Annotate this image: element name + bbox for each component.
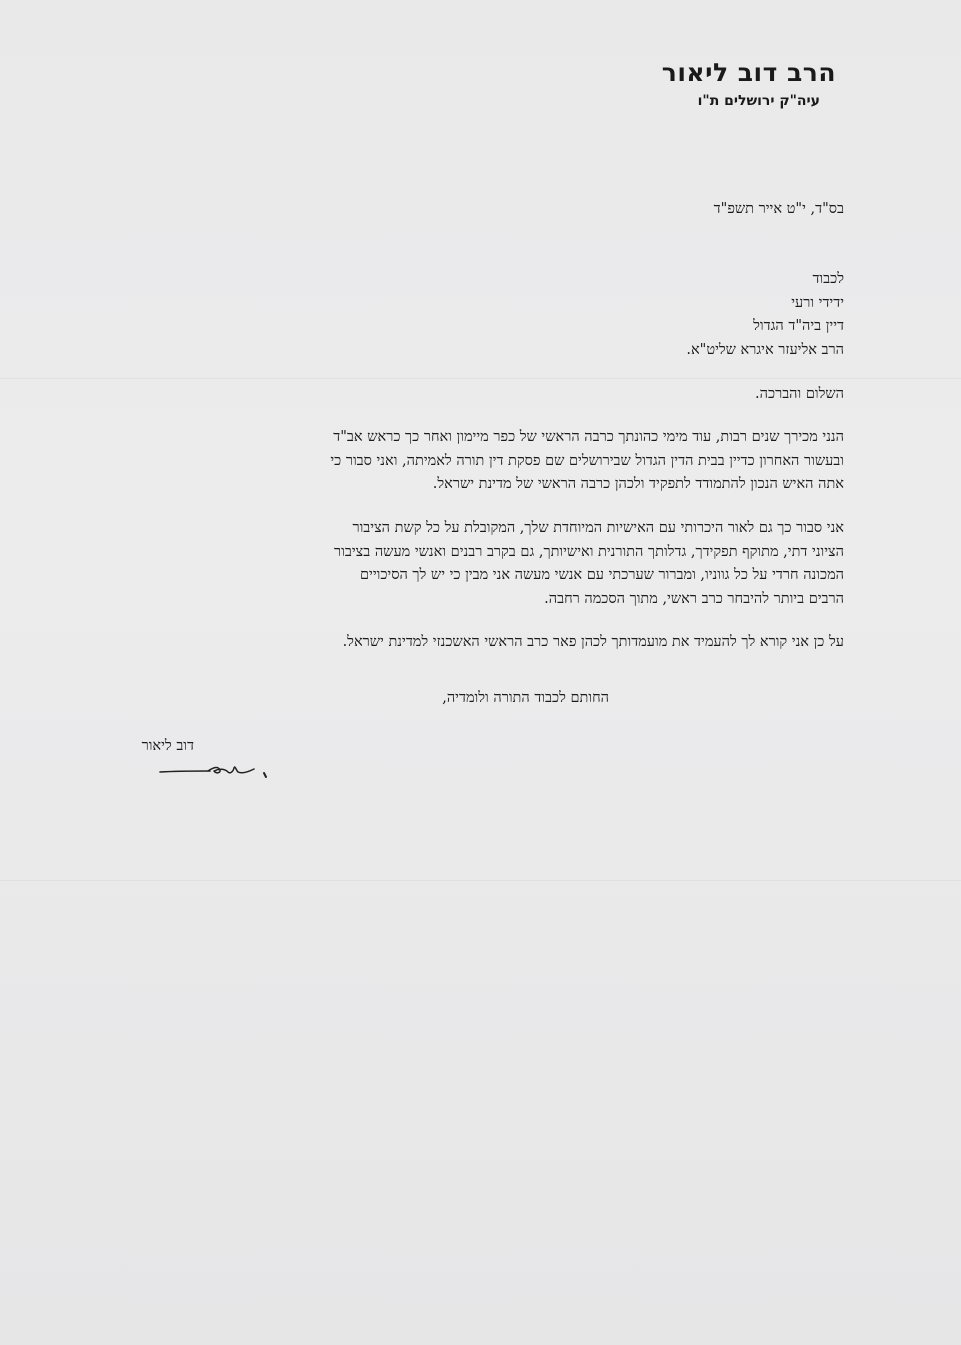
- paragraph-line: אני סבור כך גם לאור היכרותי עם האישיות המיוחדת שלך, המקובלת על כל קשת הציבור: [352, 520, 844, 536]
- address-line: ידידי ורעי: [791, 294, 844, 311]
- closing-line: החותם לכבוד התורה ולומדיה,: [442, 690, 609, 706]
- paragraph-line: הנני מכירך שנים רבות, עוד מימי כהונתך כרבה הראשי של כפר מיימון ואחר כך כראש אב"ד: [333, 429, 844, 445]
- paragraph-line: הציוני דתי, מתוקף תפקידך, גדלותך התורנית ואישיותך, גם בקרב רבנים ואנשי מעשה בציבור: [334, 543, 844, 560]
- paragraph-line: ובעשור האחרון כדיין בבית הדין הגדול שבירושלים שם פסקת דין תורה לאמיתה, ואני סבור כי: [330, 452, 844, 469]
- paragraph-line: הרבים ביותר להיבחר כרב ראשי, מתוך הסכמה רחבה.: [544, 590, 844, 607]
- letterhead: [662, 56, 836, 112]
- recipient-address: [686, 268, 844, 362]
- body-paragraph-3: על כן אני קורא לך להעמיד את מועמדותך לכהן פאר כרב הראשי האשכנזי למדינת ישראל.: [342, 634, 844, 650]
- letterhead-name: הרב דוב ליאור: [661, 58, 836, 87]
- letter-date: בס"ד, י"ט אייר תשפ"ד: [713, 201, 844, 217]
- signer-name: דוב ליאור: [141, 738, 194, 754]
- greeting: השלום והברכה.: [755, 386, 844, 402]
- paper-fold: [0, 880, 961, 881]
- paper-fold: [0, 378, 961, 379]
- letterhead-subtitle: עיה"ק ירושלים ת"ו: [697, 93, 820, 109]
- paragraph-line: אתה האיש הנכון להתמודד לתפקיד ולכהן כרבה הראשי של מדינת ישראל.: [432, 476, 844, 492]
- address-line: דיין ביה"ד הגדול: [753, 318, 844, 334]
- body-paragraph-1: [330, 426, 844, 497]
- address-line: הרב אליעזר איגרא שליט"א.: [686, 341, 844, 358]
- handwritten-signature: [158, 756, 278, 786]
- address-line: לכבוד: [812, 271, 844, 287]
- body-paragraph-2: [334, 517, 844, 611]
- paragraph-line: המכונה חרדי על כל גווניו, ומברור שערכתי עם אנשי מעשה אני מבין כי יש לך הסיכויים: [359, 567, 844, 583]
